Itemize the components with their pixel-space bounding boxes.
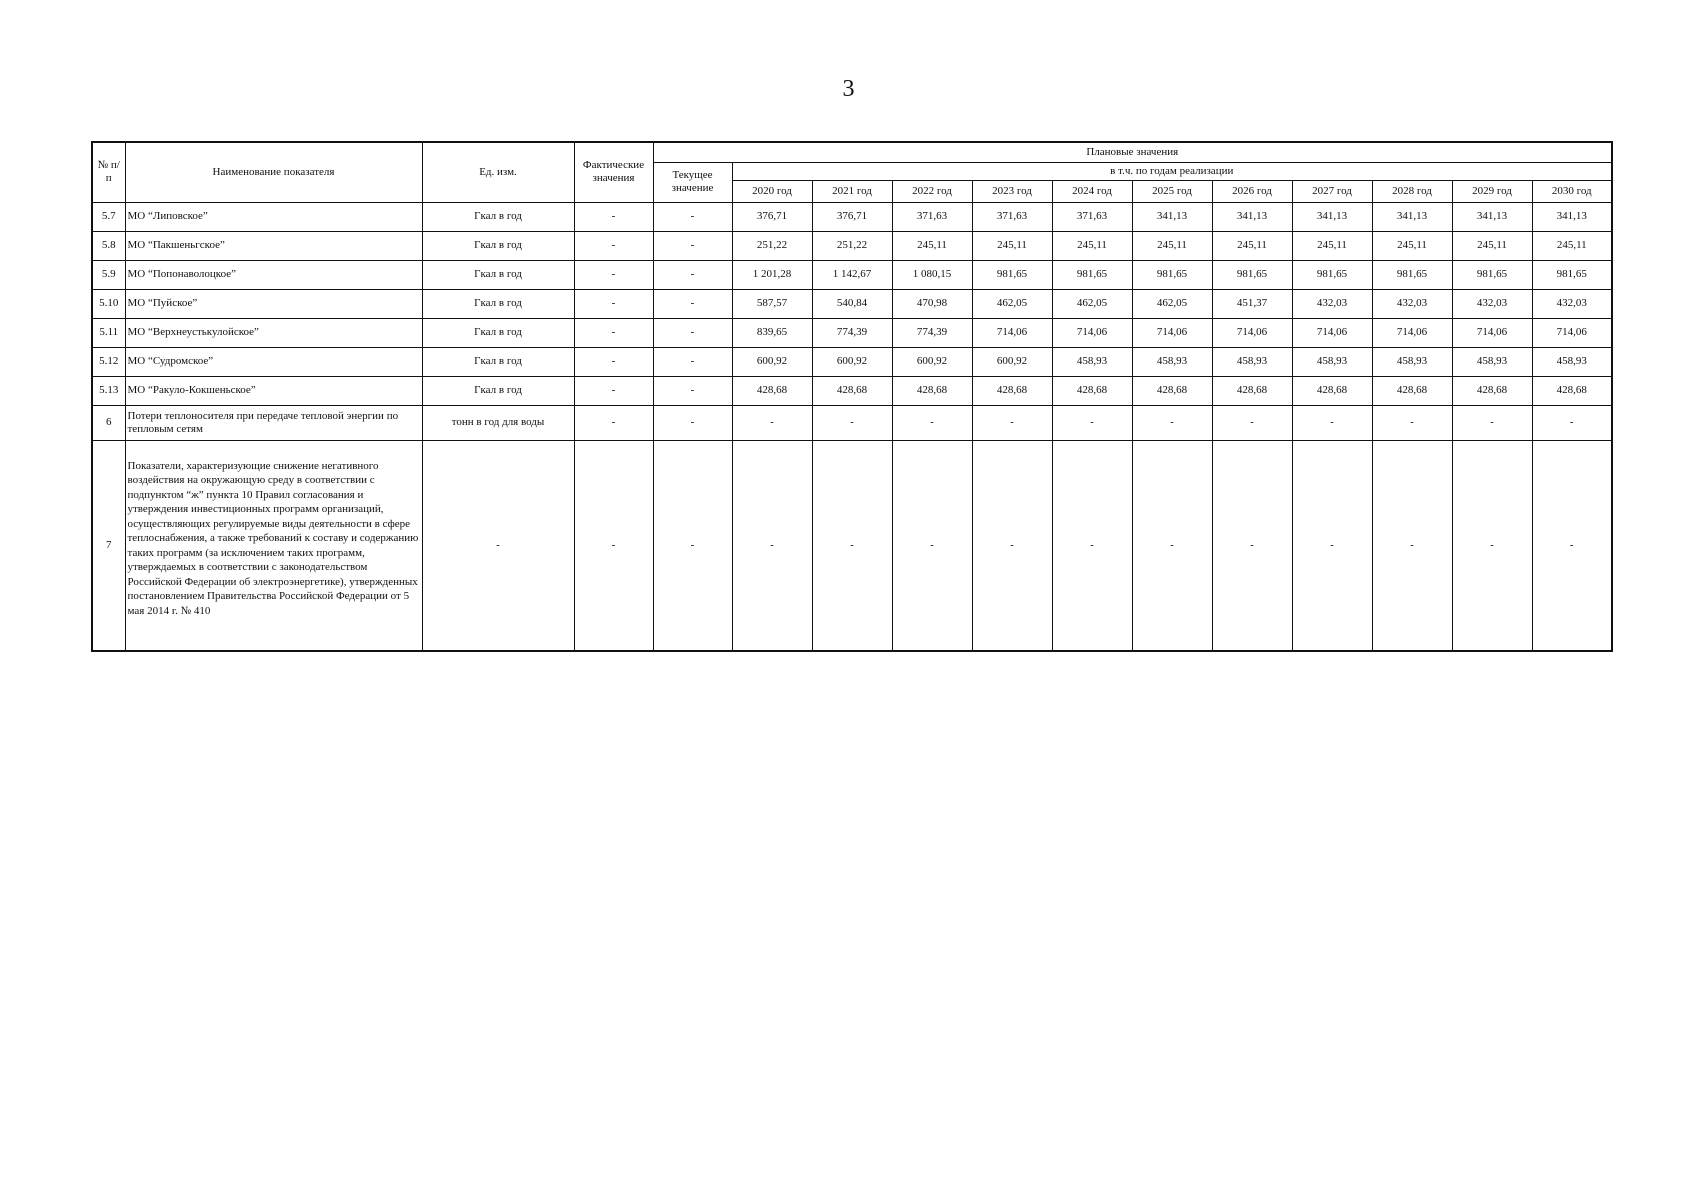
- row-value: 981,65: [1212, 260, 1292, 289]
- header-name: Наименование показателя: [125, 142, 422, 202]
- row-value: 245,11: [972, 231, 1052, 260]
- header-by-years: в т.ч. по годам реализации: [732, 162, 1612, 180]
- row-unit: Гкал в год: [422, 260, 574, 289]
- header-year: 2023 год: [972, 180, 1052, 202]
- row-value: 245,11: [1452, 231, 1532, 260]
- row-unit: Гкал в год: [422, 318, 574, 347]
- row-value: 600,92: [892, 347, 972, 376]
- row-value: 981,65: [1052, 260, 1132, 289]
- row-number: 5.10: [92, 289, 125, 318]
- table-row: [92, 347, 1612, 376]
- row-value: 1 201,28: [732, 260, 812, 289]
- row-current: -: [653, 260, 732, 289]
- row-name: Потери теплоносителя при передаче тепловой энергии по тепловым сетям: [125, 405, 422, 440]
- row-actual: -: [574, 289, 653, 318]
- table-row: [92, 231, 1612, 260]
- row-value: -: [1532, 405, 1612, 440]
- row-value: 981,65: [972, 260, 1052, 289]
- row-value: 458,93: [1532, 347, 1612, 376]
- header-year: 2021 год: [812, 180, 892, 202]
- row-value: 458,93: [1212, 347, 1292, 376]
- row-value: 714,06: [1452, 318, 1532, 347]
- row-value: 245,11: [1212, 231, 1292, 260]
- table-row: [92, 260, 1612, 289]
- row-value: -: [1292, 440, 1372, 651]
- row-actual: -: [574, 440, 653, 651]
- row-current: -: [653, 405, 732, 440]
- row-value: 428,68: [1212, 376, 1292, 405]
- row-value: -: [1212, 405, 1292, 440]
- row-value: 341,13: [1132, 202, 1212, 231]
- row-value: 251,22: [732, 231, 812, 260]
- row-value: 245,11: [1052, 231, 1132, 260]
- row-value: 1 080,15: [892, 260, 972, 289]
- row-current: -: [653, 440, 732, 651]
- header-actual: Фактические значения: [574, 142, 653, 202]
- header-year: 2025 год: [1132, 180, 1212, 202]
- row-unit: Гкал в год: [422, 231, 574, 260]
- table-body: [92, 202, 1612, 651]
- row-value: 245,11: [1132, 231, 1212, 260]
- row-value: -: [892, 440, 972, 651]
- row-unit: Гкал в год: [422, 289, 574, 318]
- row-value: 451,37: [1212, 289, 1292, 318]
- header-unit: Ед. изм.: [422, 142, 574, 202]
- table-row: [92, 289, 1612, 318]
- row-value: 540,84: [812, 289, 892, 318]
- row-value: 376,71: [812, 202, 892, 231]
- row-number: 5.11: [92, 318, 125, 347]
- header-row-1: [92, 142, 1612, 162]
- row-value: 428,68: [1292, 376, 1372, 405]
- row-unit: Гкал в год: [422, 347, 574, 376]
- row-number: 5.8: [92, 231, 125, 260]
- row-value: -: [1052, 405, 1132, 440]
- row-name: МО “Попонаволоцкое”: [125, 260, 422, 289]
- row-number: 6: [92, 405, 125, 440]
- row-value: 341,13: [1452, 202, 1532, 231]
- row-value: -: [1372, 440, 1452, 651]
- row-current: -: [653, 376, 732, 405]
- row-value: 245,11: [1372, 231, 1452, 260]
- row-value: 458,93: [1132, 347, 1212, 376]
- row-value: -: [732, 405, 812, 440]
- row-current: -: [653, 318, 732, 347]
- row-name: МО “Пакшеньгское”: [125, 231, 422, 260]
- row-value: -: [1052, 440, 1132, 651]
- row-current: -: [653, 202, 732, 231]
- row-value: 462,05: [1132, 289, 1212, 318]
- row-name: МО “Пуйское”: [125, 289, 422, 318]
- table-row: [92, 405, 1612, 440]
- row-current: -: [653, 231, 732, 260]
- row-value: 462,05: [972, 289, 1052, 318]
- row-value: 981,65: [1372, 260, 1452, 289]
- row-actual: -: [574, 202, 653, 231]
- table-row: [92, 440, 1612, 651]
- row-name: Показатели, характеризующие снижение негативного воздействия на окружающую среду в соответствии с подпунктом “ж” пункта 10 Правил согласования и утверждения инвестиционных программ организаций, осуществляющих регулируемые виды деятельности в сфере теплоснабжения, а также требований к составу и содержанию таких программ (за исключением таких программ, утверждаемых в соответствии с законодательством Российской Федерации об электроэнергетике), утвержденных постановлением Правительства Российской Федерации от 5 мая 2014 г. № 410: [125, 440, 422, 651]
- row-value: 341,13: [1292, 202, 1372, 231]
- table-row: [92, 202, 1612, 231]
- row-value: 341,13: [1212, 202, 1292, 231]
- row-value: 470,98: [892, 289, 972, 318]
- row-value: -: [732, 440, 812, 651]
- row-actual: -: [574, 231, 653, 260]
- row-value: 600,92: [732, 347, 812, 376]
- row-value: 714,06: [1292, 318, 1372, 347]
- row-number: 7: [92, 440, 125, 651]
- row-unit: Гкал в год: [422, 202, 574, 231]
- row-name: МО “Верхнеустькулойское”: [125, 318, 422, 347]
- row-value: 341,13: [1372, 202, 1452, 231]
- row-value: 839,65: [732, 318, 812, 347]
- row-value: 428,68: [1452, 376, 1532, 405]
- row-value: 587,57: [732, 289, 812, 318]
- row-value: -: [1132, 405, 1212, 440]
- row-number: 5.7: [92, 202, 125, 231]
- row-number: 5.9: [92, 260, 125, 289]
- row-value: 341,13: [1532, 202, 1612, 231]
- header-planned: Плановые значения: [653, 142, 1612, 162]
- row-value: 428,68: [972, 376, 1052, 405]
- row-number: 5.12: [92, 347, 125, 376]
- row-actual: -: [574, 318, 653, 347]
- row-value: 458,93: [1052, 347, 1132, 376]
- header-year: 2020 год: [732, 180, 812, 202]
- row-value: 245,11: [1292, 231, 1372, 260]
- row-value: 432,03: [1452, 289, 1532, 318]
- row-value: 458,93: [1372, 347, 1452, 376]
- row-value: 428,68: [892, 376, 972, 405]
- row-value: 600,92: [972, 347, 1052, 376]
- row-value: -: [972, 440, 1052, 651]
- header-year: 2027 год: [1292, 180, 1372, 202]
- header-year: 2028 год: [1372, 180, 1452, 202]
- row-value: 714,06: [972, 318, 1052, 347]
- table-row: [92, 376, 1612, 405]
- row-value: 600,92: [812, 347, 892, 376]
- header-current: Текущее значение: [653, 162, 732, 202]
- row-value: 371,63: [892, 202, 972, 231]
- row-value: 774,39: [812, 318, 892, 347]
- row-value: 462,05: [1052, 289, 1132, 318]
- indicators-table: [91, 141, 1613, 652]
- row-value: 1 142,67: [812, 260, 892, 289]
- row-value: -: [812, 440, 892, 651]
- row-value: -: [1132, 440, 1212, 651]
- row-value: -: [1532, 440, 1612, 651]
- row-value: 432,03: [1532, 289, 1612, 318]
- row-actual: -: [574, 260, 653, 289]
- row-actual: -: [574, 347, 653, 376]
- row-value: 428,68: [732, 376, 812, 405]
- row-value: 428,68: [1132, 376, 1212, 405]
- row-value: 714,06: [1052, 318, 1132, 347]
- row-value: -: [972, 405, 1052, 440]
- row-value: 428,68: [1532, 376, 1612, 405]
- row-value: -: [892, 405, 972, 440]
- row-current: -: [653, 289, 732, 318]
- header-year: 2024 год: [1052, 180, 1132, 202]
- header-year: 2030 год: [1532, 180, 1612, 202]
- header-year: 2022 год: [892, 180, 972, 202]
- row-value: 981,65: [1292, 260, 1372, 289]
- row-value: -: [1292, 405, 1372, 440]
- row-value: 371,63: [1052, 202, 1132, 231]
- row-unit: Гкал в год: [422, 376, 574, 405]
- row-value: 251,22: [812, 231, 892, 260]
- header-no: № п/п: [92, 142, 125, 202]
- table-row: [92, 318, 1612, 347]
- row-value: 432,03: [1372, 289, 1452, 318]
- row-name: МО “Судромское”: [125, 347, 422, 376]
- row-value: 245,11: [1532, 231, 1612, 260]
- header-year: 2029 год: [1452, 180, 1532, 202]
- row-value: 428,68: [1372, 376, 1452, 405]
- row-current: -: [653, 347, 732, 376]
- row-actual: -: [574, 376, 653, 405]
- row-value: -: [1452, 440, 1532, 651]
- row-name: МО “Ракуло-Кокшеньское”: [125, 376, 422, 405]
- row-unit: -: [422, 440, 574, 651]
- header-year: 2026 год: [1212, 180, 1292, 202]
- row-value: 432,03: [1292, 289, 1372, 318]
- row-value: -: [812, 405, 892, 440]
- row-value: 371,63: [972, 202, 1052, 231]
- row-value: 981,65: [1452, 260, 1532, 289]
- row-value: 714,06: [1212, 318, 1292, 347]
- row-actual: -: [574, 405, 653, 440]
- row-number: 5.13: [92, 376, 125, 405]
- row-value: 428,68: [1052, 376, 1132, 405]
- row-value: 458,93: [1452, 347, 1532, 376]
- row-value: -: [1452, 405, 1532, 440]
- page-number: 3: [842, 76, 855, 102]
- row-value: 714,06: [1132, 318, 1212, 347]
- row-value: 981,65: [1132, 260, 1212, 289]
- row-value: 714,06: [1532, 318, 1612, 347]
- row-value: -: [1212, 440, 1292, 651]
- row-value: 458,93: [1292, 347, 1372, 376]
- row-value: 714,06: [1372, 318, 1452, 347]
- row-value: 981,65: [1532, 260, 1612, 289]
- row-value: 245,11: [892, 231, 972, 260]
- row-unit: тонн в год для воды: [422, 405, 574, 440]
- row-value: 774,39: [892, 318, 972, 347]
- row-value: 428,68: [812, 376, 892, 405]
- row-value: 376,71: [732, 202, 812, 231]
- row-value: -: [1372, 405, 1452, 440]
- row-name: МО “Липовское”: [125, 202, 422, 231]
